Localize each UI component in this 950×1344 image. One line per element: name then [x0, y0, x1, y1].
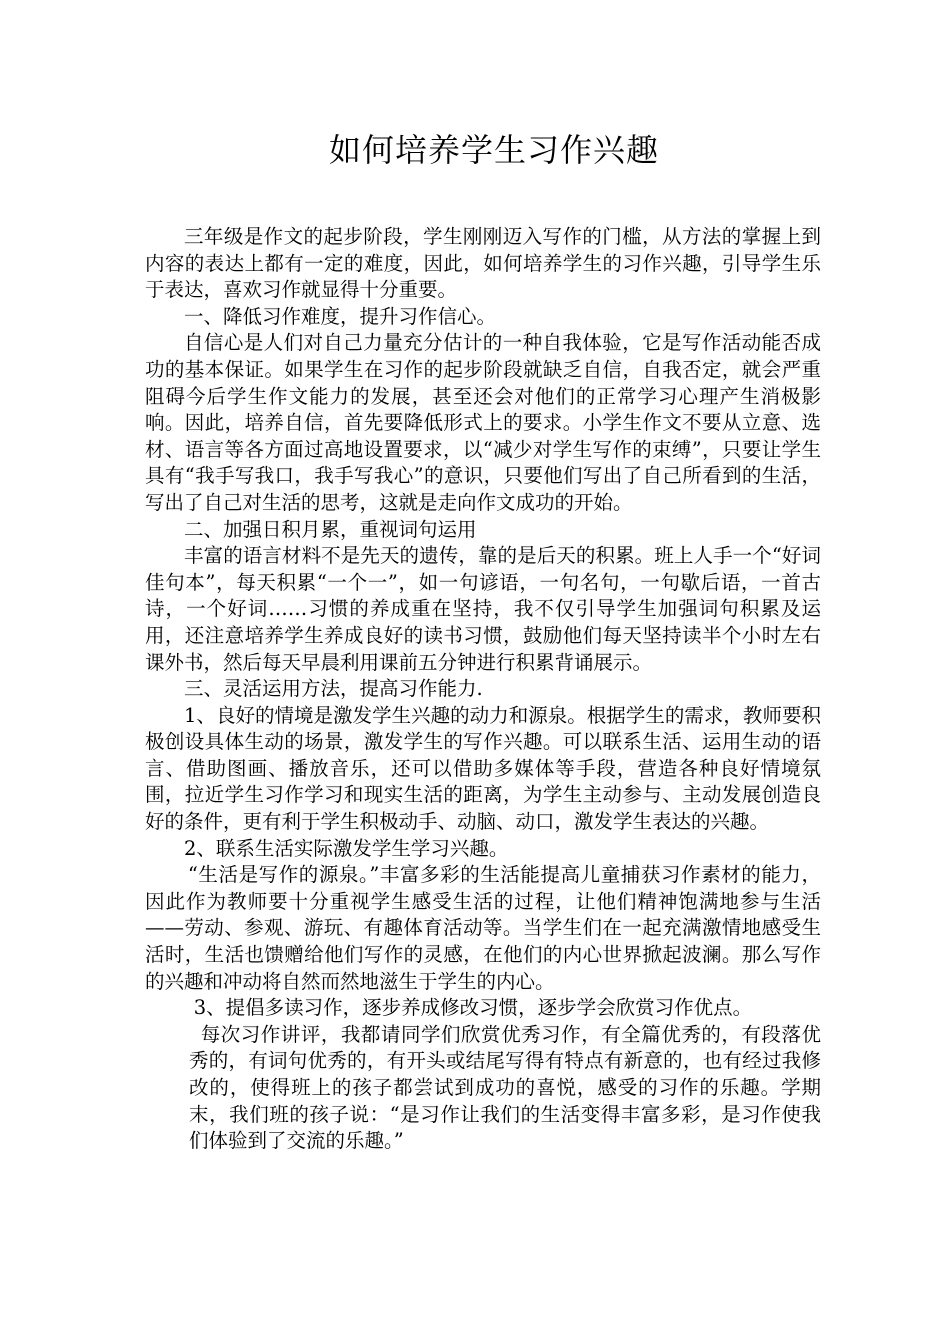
section-heading-3: 三、灵活运用方法，提高习作能力.	[184, 677, 483, 701]
section-heading-1: 一、降低习作难度，提升习作信心。	[184, 304, 497, 328]
paragraph-method-1: 1、良好的情境是激发学生兴趣的动力和源泉。根据学生的需求，教师要积极创设具体生动的场景，激发学生的写作兴趣。可以联系生活、运用生动的语言、借助图画、播放音乐，还可以借助多媒体等手段，营造各种良好情境氛围，拉近学生习作学习和现实生活的距离，为学生主动参与、主动发展创造良好的条件，更有利于学生积极动手、动脑、动口，激发学生表达的兴趣。	[145, 703, 821, 834]
paragraph-review: 每次习作讲评，我都请同学们欣赏优秀习作，有全篇优秀的，有段落优秀的，有词句优秀的，有开头或结尾写得有特点有新意的，也有经过我修改的，使得班上的孩子都尝试到成功的喜悦，感受的习作的乐趣。学期末，我们班的孩子说：“是习作让我们的生活变得丰富多彩，是习作使我们体验到了交流的乐趣。”	[189, 1022, 821, 1153]
paragraph-method-2-heading: 2、联系生活实际激发学生学习兴趣。	[184, 836, 509, 860]
document-title: 如何培养学生习作兴趣	[328, 131, 659, 169]
intro-paragraph: 三年级是作文的起步阶段，学生刚刚迈入写作的门槛，从方法的掌握上到内容的表达上都有一定的难度，因此，如何培养学生的习作兴趣，引导学生乐于表达，喜欢习作就显得十分重要。	[145, 225, 821, 302]
paragraph-confidence: 自信心是人们对自己力量充分估计的一种自我体验，它是写作活动能否成功的基本保证。如果学生在习作的起步阶段就缺乏自信，自我否定，就会严重阻碍今后学生作文能力的发展，甚至还会对他们的正常学习心理产生消极影响。因此，培养自信，首先要降低形式上的要求。小学生作文不要从立意、选材、语言等各方面过高地设置要求，以“减少对学生写作的束缚”，只要让学生具有“我手写我口，我手写我心”的意识，只要他们写出了自己所看到的生活，写出了自己对生活的思考，这就是走向作文成功的开始。	[145, 331, 821, 514]
paragraph-life-source: “生活是写作的源泉。”丰富多彩的生活能提高儿童捕获习作素材的能力，因此作为教师要十分重视学生感受生活的过程，让他们精神饱满地参与生活——劳动、参观、游玩、有趣体育活动等。当学生们在一起充满激情地感受生活时，生活也馈赠给他们写作的灵感，在他们的内心世界掀起波澜。那么写作的兴趣和冲动将自然而然地滋生于学生的内心。	[145, 863, 821, 993]
section-heading-2: 二、加强日积月累，重视词句运用	[184, 517, 477, 541]
document-body	[145, 224, 821, 1155]
paragraph-method-3-heading: 3、提倡多读习作，逐步养成修改习惯，逐步学会欣赏习作优点。	[193, 996, 753, 1020]
paragraph-accumulation: 丰富的语言材料不是先天的遗传，靠的是后天的积累。班上人手一个“好词佳句本”，每天积累“一个一”，如一句谚语，一句名句，一句歇后语，一首古诗，一个好词……习惯的养成重在坚持，我不仅引导学生加强词句积累及运用，还注意培养学生养成良好的读书习惯，鼓励他们每天坚持读半个小时左右课外书，然后每天早晨利用课前五分钟进行积累背诵展示。	[145, 544, 821, 674]
